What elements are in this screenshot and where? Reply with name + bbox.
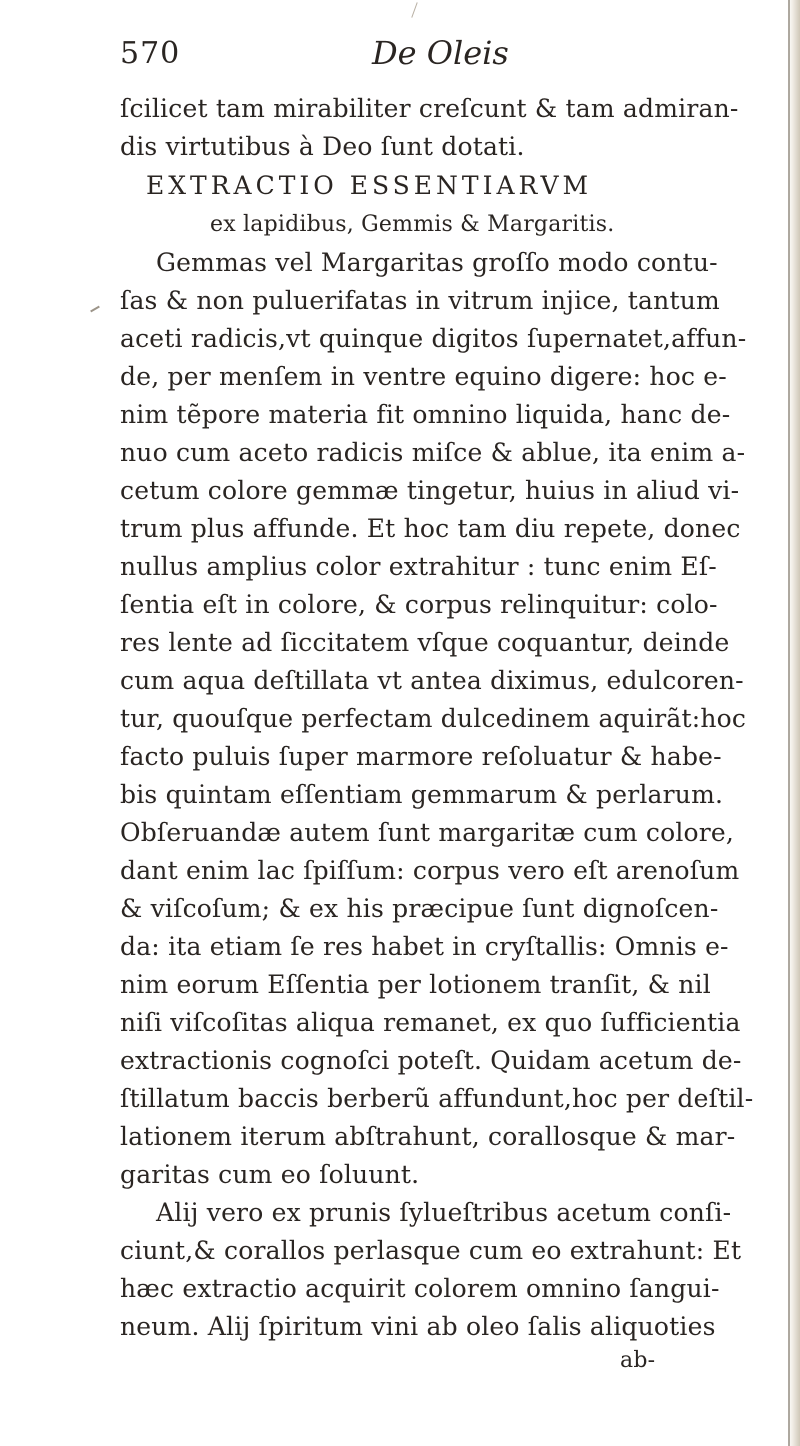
- text-line: garitas cum eo ſoluunt.: [120, 1160, 420, 1189]
- text-line: dant enim lac ſpiſſum: corpus vero eſt arenoſum: [120, 856, 740, 885]
- text-line: nuo cum aceto radicis miſce & ablue, ita enim a-: [120, 438, 746, 467]
- text-line: ſas & non puluerifatas in vitrum injice, tantum: [120, 286, 720, 315]
- text-line: trum plus affunde. Et hoc tam diu repete, donec: [120, 514, 741, 543]
- page-header: [120, 26, 640, 82]
- text-line: neum. Alij ſpiritum vini ab oleo ſalis aliquoties: [120, 1312, 716, 1341]
- text-line: lationem iterum abſtrahunt, corallosque & mar-: [120, 1122, 736, 1151]
- text-line: Obſeruandæ autem ſunt margaritæ cum colore,: [120, 818, 735, 847]
- text-line: bis quintam eſſentiam gemmarum & perlarum.: [120, 780, 724, 809]
- text-line: extractionis cognoſci poteſt. Quidam acetum de-: [120, 1046, 742, 1075]
- main-text: [120, 90, 754, 1376]
- text-line: nim tẽpore materia fit omnino liquida, hanc de-: [120, 400, 731, 429]
- text-line: cum aqua deſtillata vt antea diximus, edulcoren-: [120, 666, 744, 695]
- text-line: de, per menſem in ventre equino digere: hoc e-: [120, 362, 727, 391]
- text-line: aceti radicis,vt quinque digitos ſupernatet,affun-: [120, 324, 747, 353]
- text-line: & viſcoſum; & ex his præcipue ſunt dignoſcen-: [120, 894, 719, 923]
- page-edge-line: [788, 0, 790, 1446]
- ink-mark: [411, 2, 417, 17]
- text-line: niſi viſcoſitas aliqua remanet, ex quo ſufficientia: [120, 1008, 741, 1037]
- text-line: Alij vero ex prunis ſylueſtribus acetum conſi-: [156, 1198, 732, 1227]
- text-line: tur, quouſque perfectam dulcedinem aquirãt:hoc: [120, 704, 747, 733]
- text-line: nullus amplius color extrahitur : tunc enim Eſ-: [120, 552, 717, 581]
- text-line: hæc extractio acquirit colorem omnino ſangui-: [120, 1274, 720, 1303]
- text-line: cetum colore gemmæ tingetur, huius in aliud vi-: [120, 476, 740, 505]
- section-subheading: ex lapidibus, Gemmis & Margaritis.: [210, 212, 615, 237]
- section-heading: EXTRACTIO ESSENTIARVM: [146, 171, 593, 200]
- catchword: ab-: [620, 1348, 656, 1373]
- margin-mark: [90, 306, 100, 313]
- text-line: da: ita etiam ſe res habet in cryſtallis: Omnis e-: [120, 932, 729, 961]
- text-line: Gemmas vel Margaritas groſſo modo contu-: [156, 248, 718, 277]
- text-line: nim eorum Eſſentia per lotionem tranſit, & nil: [120, 970, 711, 999]
- running-title: De Oleis: [372, 34, 509, 72]
- text-line: ciunt,& corallos perlasque cum eo extrahunt: Et: [120, 1236, 742, 1265]
- text-line: dis virtutibus à Deo ſunt dotati.: [120, 132, 525, 161]
- text-line: res lente ad ſiccitatem vſque coquantur, deinde: [120, 628, 730, 657]
- text-line: ſtillatum baccis berberũ affundunt,hoc per deſtil-: [120, 1084, 754, 1113]
- text-line: ſentia eſt in colore, & corpus relinquitur: colo-: [120, 590, 718, 619]
- text-line: facto puluis ſuper marmore reſoluatur & habe-: [120, 742, 722, 771]
- text-line: ſcilicet tam mirabiliter creſcunt & tam admiran-: [120, 94, 739, 123]
- page-number: 570: [120, 36, 181, 71]
